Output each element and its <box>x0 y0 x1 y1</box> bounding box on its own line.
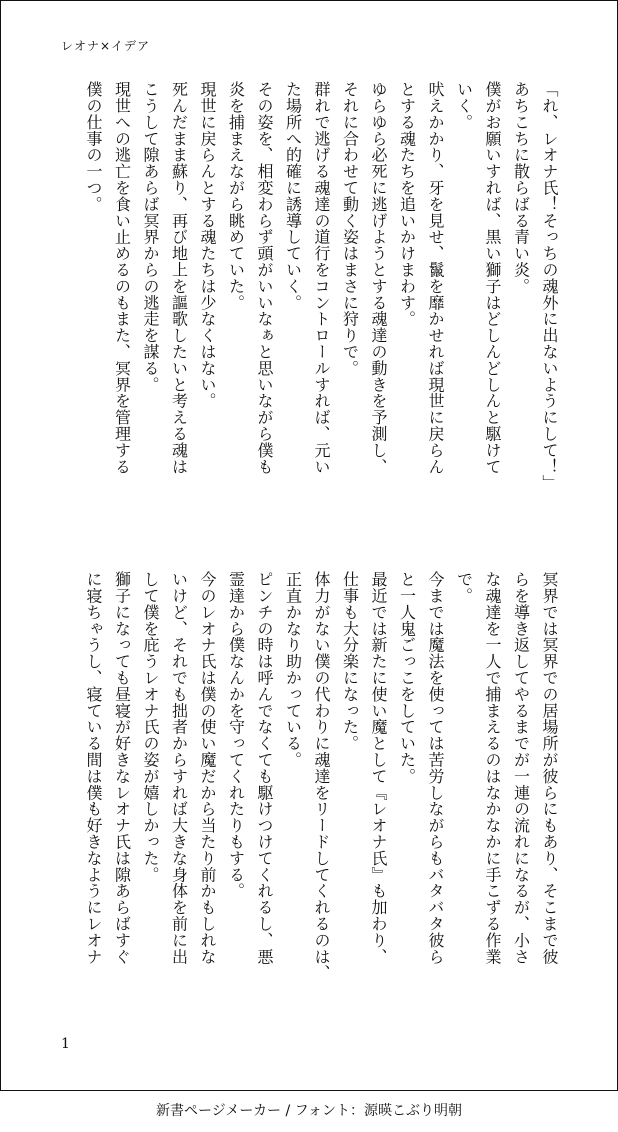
text-line: 吠えかかり、牙を見せ、鬣を靡かせれば現世に戻らん <box>426 81 445 475</box>
text-line: 正直かなり助かっている。 <box>283 571 303 768</box>
text-line: 「れ、レオナ氏！そっちの魂外に出ないようにして！」 <box>540 81 559 491</box>
text-line: 今のレオナ氏は僕の使い魔だから当たり前かもしれな <box>198 571 217 965</box>
text-line: ピンチの時は呼んでなくても駆けつけてくれるし、悪 <box>255 571 274 965</box>
text-line: こうして隙あらば冥界からの逃走を謀る。 <box>141 81 160 393</box>
text-line: して僕を庇うレオナ氏の姿が嬉しかった。 <box>141 571 160 883</box>
text-line: いく。 <box>454 81 474 131</box>
text-line: で。 <box>454 571 474 604</box>
footer-credit: 新書ページメーカー / フォント：源暎こぶり明朝 <box>156 1103 462 1119</box>
text-line: 現世に戻らんとする魂たちは少なくはない。 <box>198 81 217 409</box>
text-block-top <box>63 81 563 531</box>
text-line: 現世への逃亡を食い止めるのもまた、冥界を管理する <box>112 81 132 475</box>
text-line: ゆらゆら必死に逃げようとする魂達の動きを予測し、 <box>369 81 388 475</box>
text-block-bottom <box>63 571 563 1021</box>
text-line: 最近では新たに使い魔として『レオナ氏』も加わり、 <box>369 571 388 965</box>
text-line: それに合わせて動く姿はまさに狩りで。 <box>340 81 360 377</box>
text-line: あちこちに散らばる青い炎。 <box>511 81 531 295</box>
text-line: な魂達を一人で捕まえるのはなかなかに手こずる作業 <box>483 571 502 965</box>
text-line: と一人鬼ごっこをしていた。 <box>397 571 417 785</box>
text-line: とする魂たちを追いかけまわす。 <box>397 81 417 327</box>
text-line: 獅子になっても昼寝が好きなレオナ氏は隙あらばすぐ <box>112 571 132 965</box>
text-line: た場所へ的確に誘導していく。 <box>283 81 303 311</box>
text-line: 仕事も大分楽になった。 <box>340 571 360 752</box>
text-line: 死んだまま蘇り、再び地上を謳歌したいと考える魂は <box>169 81 189 475</box>
text-line: に寝ちゃうし、寝ている間は僕も好きなようにレオナ <box>84 571 103 965</box>
text-line: 群れで逃げる魂達の道行をコントロールすれば、元い <box>312 81 331 475</box>
text-line: 冥界では冥界での居場所が彼らにもあり、そこまで彼 <box>540 571 559 965</box>
text-line: 炎を捕まえながら眺めていた。 <box>226 81 246 311</box>
text-line: 体力がない僕の代わりに魂達をリードしてくれるのは、 <box>312 571 331 981</box>
text-line: 僕がお願いすれば、黒い獅子はどしんどしんと駆けて <box>483 81 502 475</box>
text-line: その姿を、相変わらず頭がいいなぁと思いながら僕も <box>255 81 274 475</box>
text-line: 僕の仕事の一つ。 <box>84 81 103 213</box>
text-line: らを導き返してやるまでが一連の流れになるが、小さ <box>511 571 531 965</box>
page-number: 1 <box>61 1036 70 1052</box>
text-line: いけど、それでも拙者からすれば大きな身体を前に出 <box>169 571 189 965</box>
text-line: 今までは魔法を使っては苦労しながらもバタバタ彼ら <box>426 571 445 965</box>
running-header: レオナ×イデア <box>61 39 151 53</box>
text-line: 霊達から僕なんかを守ってくれたりもする。 <box>226 571 246 899</box>
